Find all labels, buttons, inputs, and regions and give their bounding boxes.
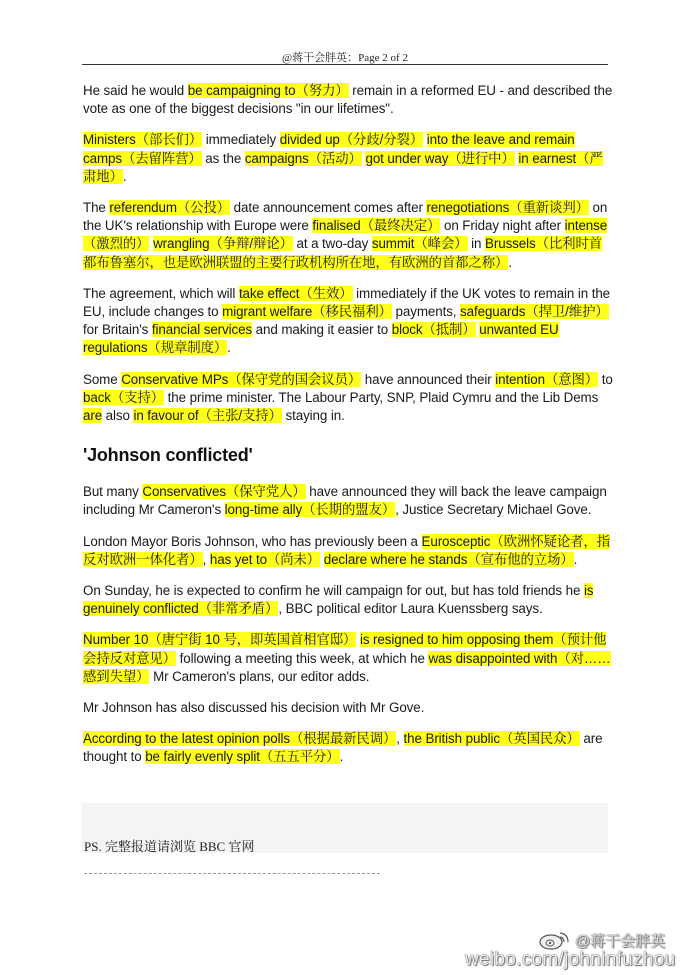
paragraph-11: According to the latest opinion polls（根据最新民调）, the British public（英国民众） are thought to be fairly evenly split（五五平分）. — [83, 731, 603, 765]
paragraph-4: The agreement, which will take effect（生效） immediately if the UK votes to remain in the EU, include changes to migrant welfare（移民福利） payments, safeguards（捍卫/维护） for Britain's financial services and making it easier to block（抵制） unwanted EU regulations（规章制度）. — [83, 285, 611, 356]
page-header: @蒋干会胖英：Page 2 of 2 — [282, 52, 408, 64]
paragraph-10: Mr Johnson has also discussed his decision with Mr Gove. — [83, 700, 425, 716]
watermark-url: weibo.com/johninfuzhou — [465, 949, 676, 970]
highlight: intense（激烈的） — [83, 218, 608, 252]
highlight: migrant welfare（移民福利） — [222, 304, 392, 320]
highlight: divided up（分歧/分裂） — [279, 132, 424, 148]
highlight: unwanted EU regulations（规章制度） — [83, 322, 559, 356]
header-rule — [82, 64, 608, 65]
paragraph-2: Ministers（部长们） immediately divided up（分歧/分裂） into the leave and remain camps（去留阵营） as the campaigns（活动） got under way（进行中） in earnest（严肃地）. — [83, 132, 603, 184]
highlight: into the leave and remain camps（去留阵营） — [83, 132, 575, 166]
highlight: in earnest（严肃地） — [83, 150, 603, 184]
highlight: was disappointed with（对……感到失望） — [83, 650, 611, 684]
highlight: campaigns（活动） — [244, 150, 362, 166]
highlight: back（支持） — [83, 389, 165, 405]
highlight: Number 10（唐宁街 10 号，即英国首相官邸） — [83, 632, 357, 648]
highlight: Brussels（比利时首都布鲁塞尔，也是欧洲联盟的主要行政机构所在地，有欧洲的首都之称） — [83, 236, 603, 270]
highlight: declare where he stands（宣布他的立场） — [323, 551, 574, 567]
ps-note: PS. 完整报道请浏览 BBC 官网 — [84, 839, 255, 854]
highlight: is genuinely conflicted（非常矛盾） — [83, 583, 594, 617]
highlight: has yet to（尚未） — [209, 551, 321, 567]
dashed-divider — [84, 873, 380, 874]
paragraph-6: But many Conservatives（保守党人） have announced they will back the leave campaign including Mr Cameron's long-time ally（长期的盟友）, Justice Secretary Michael Gove. — [83, 484, 607, 518]
highlight: are — [83, 408, 103, 424]
highlight: Conservatives（保守党人） — [142, 484, 306, 500]
highlight: Eurosceptic（欧洲怀疑论者，指反对欧洲一体化者） — [83, 533, 610, 567]
section-heading: 'Johnson conflicted' — [83, 445, 253, 466]
highlight: Ministers（部长们） — [83, 132, 203, 148]
paragraph-8: On Sunday, he is expected to confirm he will campaign for out, but has told friends he is genuinely conflicted（非常矛盾）, BBC political editor Laura Kuenssberg says. — [83, 583, 594, 617]
paragraph-5: Some Conservative MPs（保守党的国会议员） have announced their intention（意图） to back（支持） the prime minister. The Labour Party, SNP, Plaid Cymru and the Lib Dems are also in favour of（主张/支持） staying in. — [83, 371, 613, 424]
paragraph-1: He said he would be campaigning to（努力） remain in a reformed EU - and described the vote as one of the biggest decisions "in our lifetimes". — [83, 83, 613, 117]
article-body — [83, 82, 613, 780]
highlight: take effect（生效） — [238, 285, 353, 301]
highlight: referendum（公投） — [109, 200, 231, 216]
paragraph-9: Number 10（唐宁街 10 号，即英国首相官邸） is resigned to him opposing them（预计他会持反对意见） following a meeting this week, at which he was disappointed with（对……感到失望） Mr Cameron's plans, our editor adds. — [83, 632, 611, 684]
watermark-handle: @蒋干会胖英 — [575, 933, 666, 950]
highlight: Conservative MPs（保守党的国会议员） — [121, 371, 362, 387]
paragraph-7: London Mayor Boris Johnson, who has previously been a Eurosceptic（欧洲怀疑论者，指反对欧洲一体化者）, has yet to（尚未） declare where he stands（宣布他的立场）. — [83, 533, 610, 567]
highlight: finalised（最终决定） — [312, 218, 441, 234]
highlight: safeguards（捍卫/维护） — [460, 304, 609, 320]
highlight: renegotiations（重新谈判） — [426, 200, 589, 216]
highlight: intention（意图） — [495, 371, 599, 387]
highlight: According to the latest opinion polls（根据最新民调） — [83, 731, 397, 747]
highlight: be fairly evenly split（五五平分） — [145, 749, 340, 765]
highlight: long-time ally（长期的盟友） — [224, 502, 396, 518]
highlight: got under way（进行中） — [365, 150, 515, 166]
highlight: wrangling（争辩/辩论） — [153, 236, 293, 252]
highlight: the British public（英国民众） — [403, 731, 580, 747]
highlight: be campaigning to（努力） — [187, 83, 349, 98]
highlight: block（抵制） — [391, 322, 476, 338]
paragraph-3: The referendum（公投） date announcement comes after renegotiations（重新谈判） on the UK's relationship with Europe were finalised（最终决定） on Friday night after intense（激烈的） wrangling（争辩/辩论） at a two-day summit（峰会） in Brussels（比利时首都布鲁塞尔，也是欧洲联盟的主要行政机构所在地，有欧洲的首都之称）. — [83, 200, 608, 270]
highlight: financial services — [151, 322, 253, 338]
highlight: summit（峰会） — [371, 236, 468, 252]
highlight: is resigned to him opposing them（预计他会持反对意见） — [83, 632, 607, 666]
highlight: in favour of（主张/支持） — [133, 408, 282, 424]
